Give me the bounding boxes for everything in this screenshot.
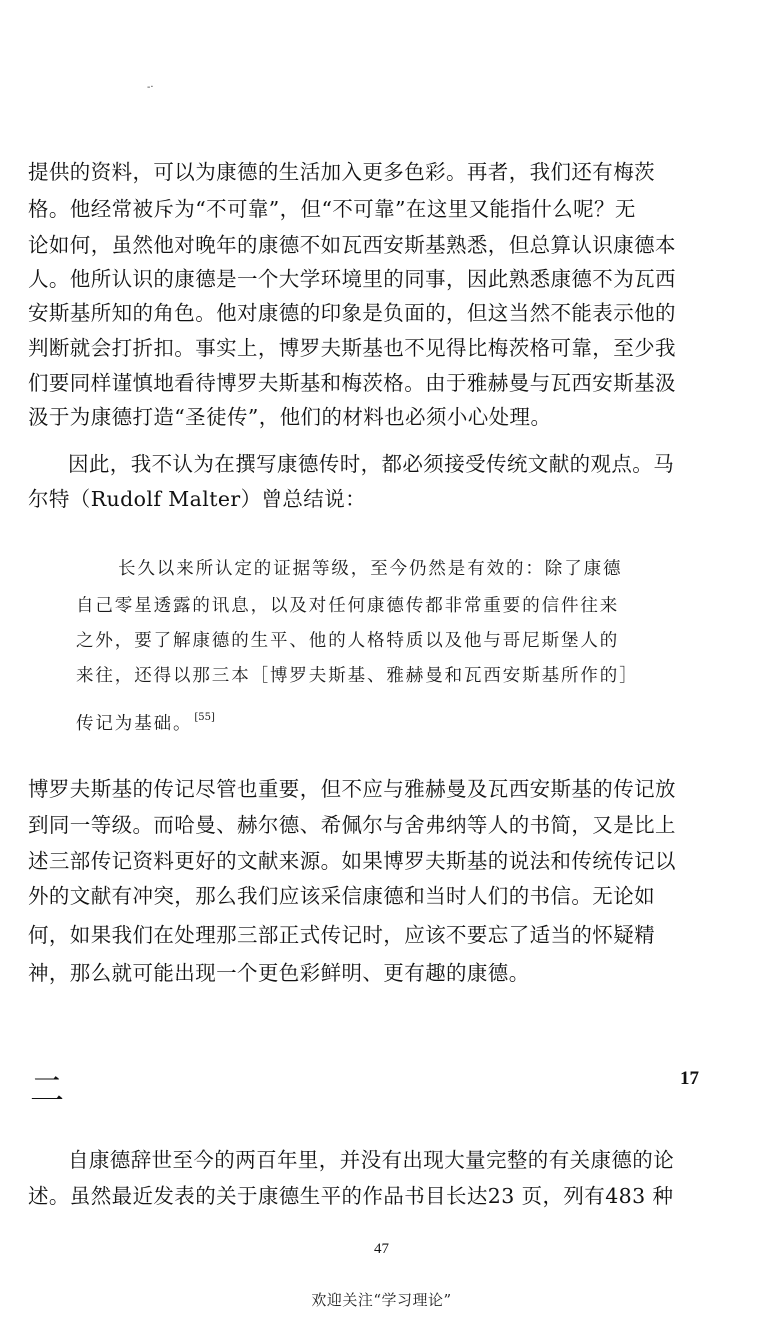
paragraph1-line: 格。他经常被斥为“不可靠”，但“不可靠”在这里又能指什么呢？无 — [28, 197, 636, 221]
paragraph1-line: 们要同样谨慎地看待博罗夫斯基和梅茨格。由于雅赫曼与瓦西安斯基汲 — [28, 371, 676, 395]
paragraph3-line: 到同一等级。而哈曼、赫尔德、希佩尔与舍弗纳等人的书简，又是比上 — [28, 813, 676, 837]
paragraph1-line: 论如何，虽然他对晚年的康德不如瓦西安斯基熟悉，但总算认识康德本 — [28, 233, 676, 257]
paragraph3-line: 博罗夫斯基的传记尽管也重要，但不应与雅赫曼及瓦西安斯基的传记放 — [28, 777, 676, 801]
quote-line: 之外，要了解康德的生平、他的人格特质以及他与哥尼斯堡人的 — [76, 631, 620, 651]
paragraph1-line: 安斯基所知的角色。他对康德的印象是负面的，但这当然不能表示他的 — [28, 301, 676, 325]
paragraph3-line: 神，那么就可能出现一个更色彩鲜明、更有趣的康德。 — [28, 961, 530, 985]
section-number: 二 — [30, 1070, 64, 1110]
paragraph4-line: 自康德辞世至今的两百年里，并没有出现大量完整的有关康德的论 — [68, 1148, 675, 1172]
margin-page-number: 17 — [680, 1068, 699, 1089]
paragraph1-line: 判断就会打折扣。事实上，博罗夫斯基也不见得比梅茨格可靠，至少我 — [28, 336, 676, 360]
paragraph2-line: 尔特（Rudolf Malter）曾总结说： — [28, 487, 367, 511]
paragraph3-line: 外的文献有冲突，那么我们应该采信康德和当时人们的书信。无论如 — [28, 884, 655, 908]
quote-line: 来往，还得以那三本［博罗夫斯基、雅赫曼和瓦西安斯基所作的］ — [76, 666, 639, 686]
quote-line-last — [76, 707, 215, 735]
quote-line: 长久以来所认定的证据等级，至今仍然是有效的：除了康德 — [118, 559, 623, 579]
paragraph1-line: 提供的资料，可以为康德的生活加入更多色彩。再者，我们还有梅茨 — [28, 160, 655, 184]
paragraph3-line: 何，如果我们在处理那三部正式传记时，应该不要忘了适当的怀疑精 — [28, 923, 655, 947]
scan-mark: -· — [147, 82, 154, 93]
quote-text: 传记为基础。 — [76, 714, 193, 734]
footer-note: 欢迎关注“学习理论” — [311, 1291, 452, 1309]
paragraph3-line: 述三部传记资料更好的文献来源。如果博罗夫斯基的说法和传统传记以 — [28, 849, 676, 873]
paragraph1-line: 汲于为康德打造“圣徒传”，他们的材料也必须小心处理。 — [28, 405, 552, 429]
paragraph2-line: 因此，我不认为在撰写康德传时，都必须接受传统文献的观点。马 — [68, 452, 675, 476]
quote-line: 自己零星透露的讯息，以及对任何康德传都非常重要的信件往来 — [76, 596, 620, 616]
page-number: 47 — [374, 1241, 389, 1257]
paragraph4-line: 述。虽然最近发表的关于康德生平的作品书目长达23 页，列有483 种 — [28, 1184, 674, 1208]
paragraph1-line: 人。他所认识的康德是一个大学环境里的同事，因此熟悉康德不为瓦西 — [28, 267, 676, 291]
citation-marker: [55] — [194, 712, 215, 723]
